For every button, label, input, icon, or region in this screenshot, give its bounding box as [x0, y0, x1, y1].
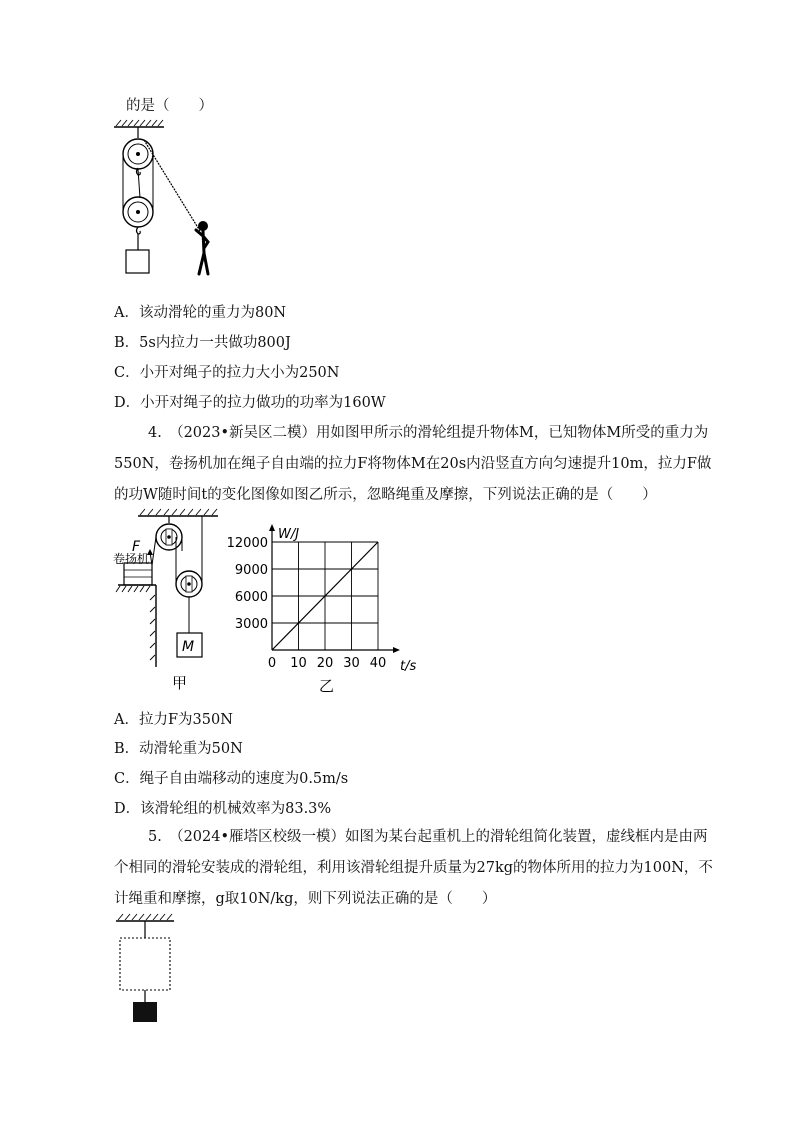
- q4-work-time-chart: [226, 515, 422, 695]
- x-tick-label: 20: [316, 656, 334, 671]
- q4-option-a: A．拉力F为350N: [114, 712, 233, 728]
- mass-label-m: M: [182, 639, 195, 655]
- y-tick-label: 9000: [234, 563, 268, 578]
- q3-option-b: B．5s内拉力一共做功800J: [114, 335, 291, 351]
- q3-stem-tail: 的是（ ）: [126, 98, 213, 114]
- y-tick-label: 3000: [234, 617, 268, 632]
- q3-option-d: D．小开对绳子的拉力做功的功率为160W: [114, 395, 386, 411]
- figure-caption-yi: 乙: [319, 677, 335, 695]
- y-axis-arrow: [269, 524, 275, 531]
- x-tick-label: 10: [290, 656, 307, 671]
- q4-option-d: D．该滑轮组的机械效率为83.3%: [114, 801, 332, 817]
- q4-option-c: C．绳子自由端移动的速度为0.5m/s: [114, 771, 349, 787]
- q4-figure-jia: [112, 505, 232, 695]
- q4-stem: 4. （2023•新吴区二模）用如图甲所示的滑轮组提升物体M，已知物体M所受的重力为550N，卷扬机加在绳子自由端的拉力F将物体M在20s内沿竖直方向匀速提升10m，拉力F做的功W随时间t的变化图像如图乙所示，忽略绳重及摩擦，下列说法正确的是（ ）: [114, 425, 712, 503]
- q3-pulley-figure: [112, 118, 222, 278]
- q5-stem: 5. （2024•雁塔区校级一模）如图为某台起重机上的滑轮组简化装置，虚线框内是由两个相同的滑轮安装成的滑轮组，利用该滑轮组提升质量为27kg的物体所用的拉力为100N，不计绳重和摩擦，g取10N/kg，则下列说法正确的是（ ）: [114, 829, 713, 907]
- y-tick-label: 12000: [226, 536, 268, 551]
- y-tick-label: 6000: [234, 590, 268, 605]
- x-tick-label: 0: [267, 656, 277, 671]
- x-tick-label: 40: [369, 656, 387, 671]
- q5-crane-figure: [112, 908, 192, 1028]
- figure-caption-jia: 甲: [172, 674, 188, 692]
- q3-option-a: A．该动滑轮的重力为80N: [114, 305, 287, 321]
- winch-label: 卷扬机: [113, 552, 150, 566]
- x-axis-label: t/s: [400, 659, 417, 674]
- x-axis-arrow: [393, 647, 400, 653]
- q4-option-b: B．动滑轮重为50N: [114, 741, 243, 757]
- x-tick-label: 30: [343, 656, 360, 671]
- q3-option-c: C．小开对绳子的拉力大小为250N: [114, 365, 340, 381]
- y-axis-label: W/J: [278, 527, 300, 542]
- force-label-f: F: [132, 539, 141, 555]
